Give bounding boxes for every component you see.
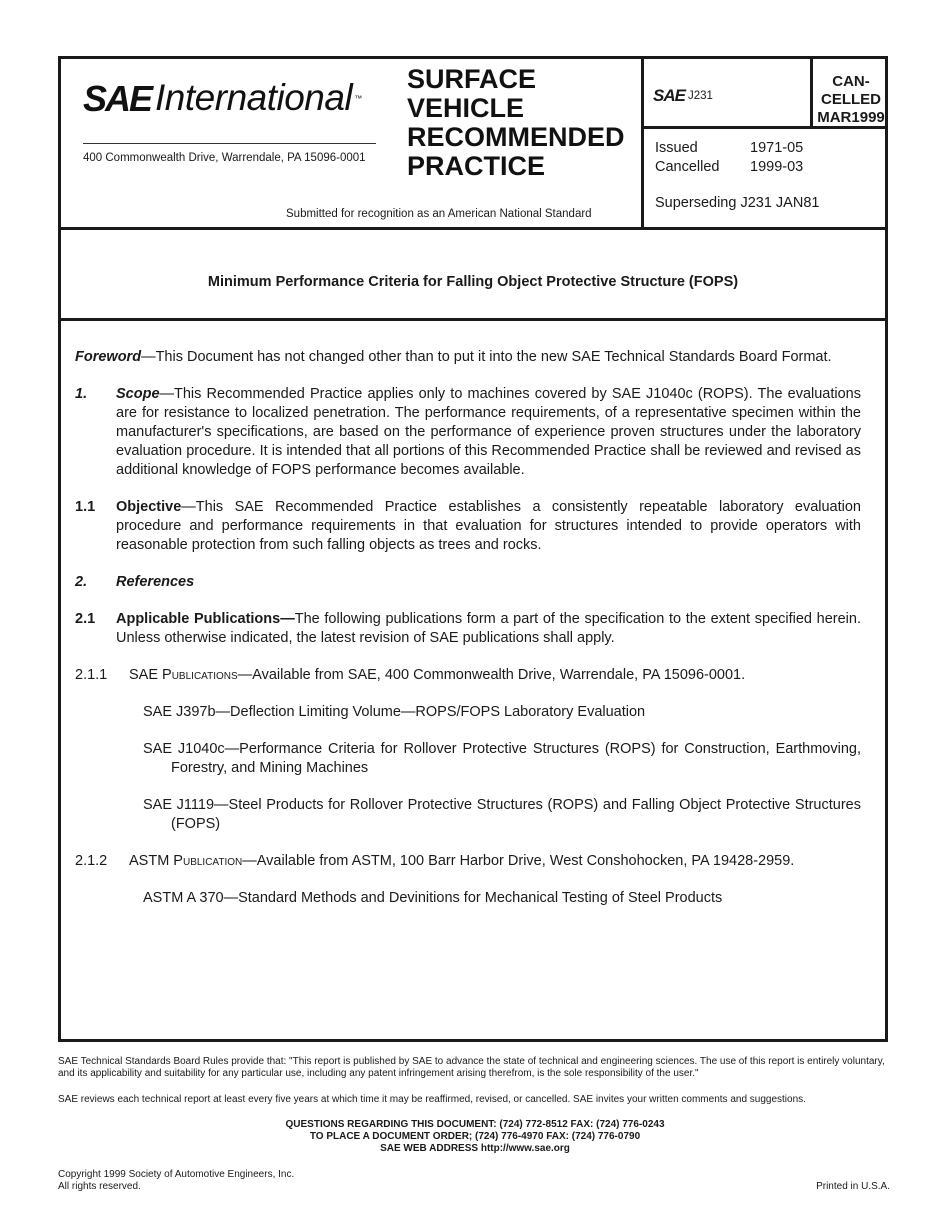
contact-line: TO PLACE A DOCUMENT ORDER; (724) 776-4970 FAX: (724) 776-0790	[309, 1131, 641, 1142]
foreword-text: —This Document has not changed other than to put it into the new SAE Technical Standards Board Format.	[141, 349, 832, 365]
sae-publications-text: —Available from SAE, 400 Commonwealth Drive, Warrendale, PA 15096-0001.	[237, 667, 746, 683]
scope-label: Scope	[116, 386, 160, 402]
contact-line: SAE WEB ADDRESS http://www.sae.org	[380, 1143, 570, 1154]
cancelled-row	[655, 158, 803, 177]
issued-label: Issued	[655, 140, 698, 156]
references-section	[75, 573, 861, 592]
objective-paragraph	[116, 498, 861, 555]
doc-type-line: RECOMMENDED	[407, 122, 625, 152]
header-block	[61, 59, 885, 230]
foreword-label: Foreword	[75, 349, 142, 365]
trademark-symbol: ™	[354, 94, 363, 103]
copyright-notice	[58, 1169, 294, 1193]
astm-publication-section	[75, 852, 861, 871]
reference-item: ASTM A 370—Standard Methods and Devinitions for Mechanical Testing of Steel Products	[143, 890, 723, 906]
badge-logo: SAE	[653, 86, 685, 105]
logo-wordmark: International	[155, 77, 353, 118]
doc-number-badge	[653, 86, 713, 106]
foreword-paragraph	[75, 348, 861, 367]
sae-publications-section	[75, 666, 861, 685]
references-heading: References	[116, 574, 195, 590]
objective-section	[75, 498, 861, 555]
sae-publications-paragraph	[129, 666, 745, 685]
document-type	[407, 65, 625, 181]
issued-row	[655, 139, 803, 158]
objective-text: —This SAE Recommended Practice establishes a consistently repeatable laboratory evaluation procedure and performance requirements in that evaluation for structures intended to provide operators with reasonable protection from such falling objects as trees and rocks.	[116, 499, 861, 553]
issue-dates	[655, 139, 803, 177]
section-number: 2.1.1	[75, 667, 108, 683]
doc-type-line: VEHICLE	[407, 93, 525, 123]
applicable-label: Applicable Publications—	[116, 611, 295, 627]
status-line: MAR1999	[817, 109, 885, 126]
doc-number: J231	[687, 90, 713, 102]
section-number: 2.1	[75, 611, 96, 627]
status-line: CAN-	[832, 73, 870, 90]
logo-mark: SAE	[83, 78, 152, 119]
standards-board-rules: SAE Technical Standards Board Rules provide that: "This report is published by SAE to advance the state of technical and engineering sciences. The use of this report is entirely voluntary, and its applicability and suitability for any particular use, including any patent infringement arising therefrom, is the sole responsibility of the user."	[58, 1056, 885, 1079]
printed-in-note: Printed in U.S.A.	[816, 1181, 890, 1192]
contact-line: QUESTIONS REGARDING THIS DOCUMENT: (724) 772-8512 FAX: (724) 776-0243	[285, 1119, 665, 1130]
contact-info	[0, 1119, 950, 1155]
document-title: Minimum Performance Criteria for Falling Object Protective Structure (FOPS)	[207, 274, 739, 290]
reference-item: SAE J1119—Steel Products for Rollover Protective Structures (ROPS) and Falling Object Protective Structures (FOPS)	[143, 797, 861, 832]
sae-publications-label: SAE Publications	[129, 667, 238, 683]
scope-section	[75, 385, 861, 480]
review-note: SAE reviews each technical report at least every five years at which time it may be reaffirmed, revised, or cancelled. SAE invites your written comments and suggestions.	[58, 1094, 806, 1105]
astm-publication-text: —Available from ASTM, 100 Barr Harbor Drive, West Conshohocken, PA 19428-2959.	[242, 853, 795, 869]
header-divider-horizontal	[641, 126, 811, 129]
section-number: 2.1.2	[75, 853, 108, 869]
doc-type-line: PRACTICE	[407, 151, 546, 181]
applicable-paragraph	[116, 610, 861, 648]
scope-text: —This Recommended Practice applies only to machines covered by SAE J1040c (ROPS). The evaluations are for resistance to localized penetration. The performance requirements, of a representative specimen within the manufacturer's specifications, are based on the performance of experience proven structures under the laboratory evaluation procedure. It is intended that all portions of this Recommended Practice shall be reviewed and revised as additional knowledge of FOPS performance becomes available.	[116, 386, 861, 478]
astm-publication-label: ASTM Publication	[129, 853, 243, 869]
cancelled-label: Cancelled	[655, 159, 720, 175]
applicable-text: The following publications form a part of the specification to the extent specified herein. Unless otherwise indicated, the latest revision of SAE publications shall apply.	[116, 611, 861, 646]
section-number: 2.	[75, 574, 88, 590]
status-line: CELLED	[821, 91, 881, 108]
section-number: 1.1	[75, 499, 96, 515]
sae-international-logo	[83, 79, 362, 117]
cancelled-status	[813, 73, 889, 127]
objective-label: Objective	[116, 499, 182, 515]
copyright-line: Copyright 1999 Society of Automotive Engineers, Inc.	[58, 1169, 295, 1180]
document-body	[75, 348, 861, 926]
issued-date: 1971-05	[750, 140, 804, 156]
sae-address: 400 Commonwealth Drive, Warrendale, PA 15096-0001	[83, 152, 366, 164]
submitted-note: Submitted for recognition as an American National Standard	[286, 208, 592, 220]
applicable-section	[75, 610, 861, 648]
reference-item: SAE J397b—Deflection Limiting Volume—ROPS/FOPS Laboratory Evaluation	[143, 704, 646, 720]
astm-publication-paragraph	[129, 852, 794, 871]
cancelled-date: 1999-03	[750, 159, 804, 175]
section-number: 1.	[75, 386, 88, 402]
doc-type-line: SURFACE	[407, 64, 537, 94]
scope-paragraph	[116, 385, 861, 480]
title-band	[61, 230, 885, 321]
header-divider-vertical	[641, 59, 644, 227]
reference-item: SAE J1040c—Performance Criteria for Rollover Protective Structures (ROPS) for Construction, Earthmoving, Forestry, and Mining Machines	[143, 741, 861, 776]
logo-divider	[83, 143, 376, 144]
superseding-note: Superseding J231 JAN81	[655, 195, 820, 211]
copyright-line: All rights reserved.	[58, 1181, 141, 1192]
